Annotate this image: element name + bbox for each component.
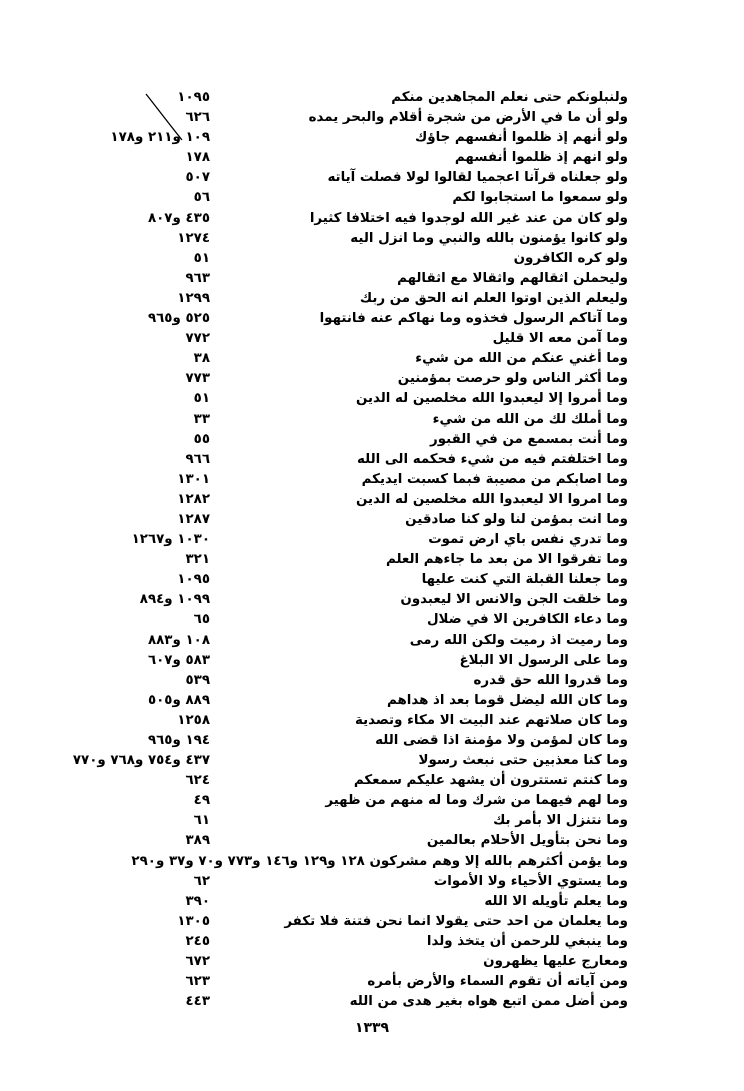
page-reference: ٢٤٥ xyxy=(185,933,210,949)
verse-text: وما آمن معه الا قليل xyxy=(492,331,628,347)
page-reference: ٩٦٦ xyxy=(185,451,210,467)
verse-text: ولو سمعوا ما استجابوا لكم xyxy=(452,190,628,206)
page-reference: ١٢٨٢ xyxy=(177,491,210,507)
page-reference: ١٠٣٠ و١٢٦٧ xyxy=(131,532,210,548)
index-entry xyxy=(0,470,744,490)
index-entry xyxy=(0,872,744,892)
verse-text: ومعارج عليها يظهرون xyxy=(483,954,628,970)
page-reference: ٥١ xyxy=(193,391,210,407)
index-entry xyxy=(0,751,744,771)
index-entry xyxy=(0,771,744,791)
index-entry xyxy=(0,952,744,972)
index-entry xyxy=(0,892,744,912)
page-reference: ٦٥ xyxy=(193,612,210,628)
page-reference: ١٠٨ و٨٨٣ xyxy=(147,632,210,648)
verse-text: وما يعلمان من احد حتى يقولا انما نحن فتنة فلا تكفر xyxy=(284,913,628,929)
verse-text: وما تدري نفس باي ارض تموت xyxy=(428,532,628,548)
verse-text: وليحملن اثقالهم واثقالا مع اثقالهم xyxy=(397,270,628,286)
page-reference: ٥٥ xyxy=(193,431,210,447)
verse-text: وما رميت اذ رميت ولكن الله رمى xyxy=(409,632,628,648)
index-entry xyxy=(0,269,744,289)
verse-text: ومن أضل ممن اتبع هواه بغير هدى من الله xyxy=(349,994,628,1010)
index-entry xyxy=(0,209,744,229)
verse-text: وما كان صلاتهم عند البيت الا مكاء وتصدية xyxy=(354,712,628,728)
page-reference: ٥٨٣ و٦٠٧ xyxy=(147,652,210,668)
verse-text: ولو كره الكافرون xyxy=(513,250,628,266)
verse-text: وما نتنزل الا بأمر بك xyxy=(493,813,628,829)
index-entry xyxy=(0,570,744,590)
verse-text: ولو أن ما في الأرض من شجرة أقلام والبحر يمده xyxy=(308,110,628,126)
index-entry xyxy=(0,550,744,570)
index-entry xyxy=(0,811,744,831)
page-reference: ٨٨٩ و٥٠٥ xyxy=(147,692,210,708)
verse-text: وما كان لمؤمن ولا مؤمنة اذا قضى الله xyxy=(375,733,628,748)
verse-text: ولو انهم إذ ظلموا أنفسهم xyxy=(454,150,628,166)
page-reference: ١٢٥٨ xyxy=(177,712,210,728)
verse-text: وما يعلم تأويله الا الله xyxy=(484,893,628,909)
verse-text: وما أغني عنكم من الله من شيء xyxy=(415,351,628,367)
index-entry xyxy=(0,972,744,992)
page-reference: ١٠٩٥ xyxy=(177,572,210,588)
page-reference: ١٢٩٩ xyxy=(177,290,210,306)
page-reference: ٦٢٣ xyxy=(185,974,210,990)
page-reference: ١٩٤ و٩٦٥ xyxy=(147,733,210,748)
verse-text: وما على الرسول الا البلاغ xyxy=(459,652,628,668)
verse-text: وما يستوي الأحياء ولا الأموات xyxy=(433,873,628,889)
verse-text: وما كنا معذبين حتى نبعث رسولا xyxy=(418,753,628,769)
index-entry xyxy=(0,289,744,309)
page-reference: ٦٧٢ xyxy=(185,954,210,970)
verse-text: ولنبلونكم حتى نعلم المجاهدين منكم xyxy=(391,90,628,105)
page-reference: ١٠٩٥ xyxy=(177,90,210,105)
verse-text: وما امروا الا ليعبدوا الله مخلصين له الدين xyxy=(355,491,628,507)
index-entry xyxy=(0,249,744,269)
verse-text: ولو كان من عند غير الله لوجدوا فيه اختلافا كثيرا xyxy=(309,210,628,226)
verse-text: وما تفرقوا الا من بعد ما جاءهم العلم xyxy=(385,552,628,568)
index-entry xyxy=(0,691,744,711)
index-entry xyxy=(0,992,744,1012)
index-entry xyxy=(0,631,744,651)
verse-text: وما أملك لك من الله من شيء xyxy=(432,411,628,427)
verse-text: وما كنتم تستترون أن يشهد عليكم سمعكم xyxy=(353,773,628,789)
page-reference: ١٣٠٥ xyxy=(177,913,210,929)
page-reference: ٥٢٥ و٩٦٥ xyxy=(147,311,210,327)
index-entry xyxy=(0,349,744,369)
index-entry xyxy=(0,590,744,610)
index-entry xyxy=(0,651,744,671)
verse-text: وما خلقت الجن والانس الا ليعبدون xyxy=(400,592,628,608)
page-reference: ٣٣ xyxy=(193,411,210,427)
index-entry xyxy=(0,229,744,249)
page-reference: ٦٢ xyxy=(193,873,210,889)
index-entry xyxy=(0,389,744,409)
page-reference: ٣٨ xyxy=(193,351,210,367)
index-entry xyxy=(0,369,744,389)
index-entry xyxy=(0,108,744,128)
index-entry xyxy=(0,610,744,630)
index-entry xyxy=(0,731,744,751)
index-entry xyxy=(0,831,744,851)
verse-text: وما أمروا إلا ليعبدوا الله مخلصين له الدين xyxy=(355,391,628,407)
verse-text: وما نحن بتأويل الأحلام بعالمين xyxy=(426,833,628,849)
page-number: ١٣٣٩ xyxy=(354,1020,390,1036)
verse-text: ومن آياته أن تقوم السماء والأرض بأمره xyxy=(367,974,628,990)
verse-text: وما جعلنا القبلة التي كنت عليها xyxy=(421,572,628,588)
index-entry xyxy=(0,490,744,510)
verse-text: وما لهم فيهما من شرك وما له منهم من ظهير xyxy=(325,793,628,809)
index-entry xyxy=(0,329,744,349)
page-reference: ٥٦ xyxy=(193,190,210,206)
page-reference: ١٠٩ و٢١١ و١٧٨ xyxy=(110,130,210,146)
verse-text: ولو أنهم إذ ظلموا أنفسهم جاؤك xyxy=(414,130,628,146)
index-entry xyxy=(0,932,744,952)
index-entry xyxy=(0,530,744,550)
verse-text: وما دعاء الكافرين الا في ضلال xyxy=(426,612,628,628)
page-reference: ٤٣٧ و٧٥٤ و٧٦٨ و٧٧٠ xyxy=(72,753,210,769)
page-reference: ٤٣٥ و٨٠٧ xyxy=(147,210,210,226)
index-entry xyxy=(0,148,744,168)
index-entry xyxy=(0,309,744,329)
page-reference: ١٢٨٧ xyxy=(177,511,210,527)
page-reference: ٧٧٣ xyxy=(185,371,210,387)
page-reference: ٣٢١ xyxy=(185,552,210,568)
index-entry xyxy=(0,711,744,731)
index-entry xyxy=(0,852,744,872)
index-entry xyxy=(0,188,744,208)
index-entry xyxy=(0,450,744,470)
page-reference: ٦١ xyxy=(193,813,210,829)
page-reference: ١٧٨ xyxy=(185,150,210,166)
page-reference: ٦٢٦ xyxy=(185,110,210,126)
index-entry xyxy=(0,430,744,450)
page-reference: ٥٠٧ xyxy=(185,170,210,186)
verse-text: ولو جعلناه قرآنا اعجميا لقالوا لولا فصلت آياته xyxy=(327,170,628,186)
verse-text: وما آتاكم الرسول فخذوه وما نهاكم عنه فانتهوا xyxy=(319,311,628,327)
page-reference: ٣٩٠ xyxy=(185,893,210,909)
index-entry xyxy=(0,912,744,932)
page-reference: ٤٤٣ xyxy=(185,994,210,1010)
page-reference: ١٢٧٤ xyxy=(177,230,210,246)
index-entry xyxy=(0,410,744,430)
index-entry xyxy=(0,168,744,188)
verse-text: وما ينبغي للرحمن أن يتخذ ولدا xyxy=(426,933,628,949)
index-entry xyxy=(0,88,744,108)
verse-text: وما أكثر الناس ولو حرصت بمؤمنين xyxy=(397,371,628,387)
index-list xyxy=(0,88,744,1012)
index-entry xyxy=(0,671,744,691)
index-entry xyxy=(0,128,744,148)
page-reference: ١٣٠١ xyxy=(177,471,210,487)
page-reference: ١٠٩٩ و٨٩٤ xyxy=(139,592,210,608)
verse-text: وما قدروا الله حق قدره xyxy=(473,672,628,688)
verse-text: وما انت بمؤمن لنا ولو كنا صادقين xyxy=(405,511,628,527)
page-reference: ٦٢٤ xyxy=(185,773,210,789)
verse-text: وما أنت بمسمع من في القبور xyxy=(430,431,628,447)
verse-text: وليعلم الذين اوتوا العلم انه الحق من ربك xyxy=(359,290,628,306)
page-reference: ٥١ xyxy=(193,250,210,266)
verse-text: وما اصابكم من مصيبة فبما كسبت ايديكم xyxy=(361,471,628,487)
page-reference: ٤٩ xyxy=(193,793,210,809)
page-reference: ٧٧٢ xyxy=(185,331,210,347)
verse-text: ولو كانوا يؤمنون بالله والنبي وما انزل اليه xyxy=(350,230,628,246)
verse-text: وما كان الله ليضل قوما بعد اذ هداهم xyxy=(386,692,628,708)
page-reference: ٩٦٣ xyxy=(185,270,210,286)
page-reference: ٣٨٩ xyxy=(185,833,210,849)
verse-text: وما يؤمن أكثرهم بالله إلا وهم مشركون ١٢٨ و١٢٩ و١٤٦ و٧٧٣ و٧٠ و٣٧ و٢٩٠ xyxy=(131,853,628,869)
index-entry xyxy=(0,791,744,811)
page-reference: ٥٣٩ xyxy=(185,672,210,688)
index-entry xyxy=(0,510,744,530)
verse-text: وما اختلفتم فيه من شيء فحكمه الى الله xyxy=(357,451,628,467)
